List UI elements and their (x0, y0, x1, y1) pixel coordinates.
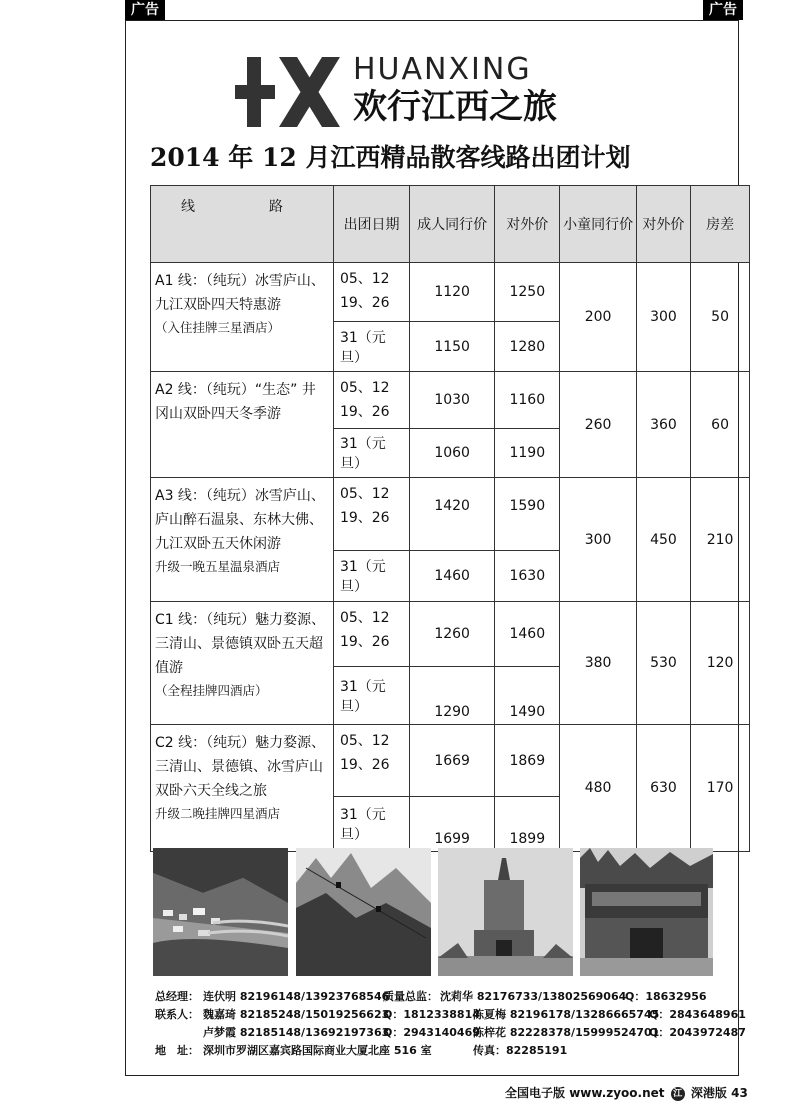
adult-peer-price: 1699 (410, 797, 495, 852)
table-header-row (151, 186, 750, 263)
header-room-diff: 房差 (691, 186, 750, 263)
adult-public-price: 1280 (495, 322, 560, 372)
table-row (151, 263, 750, 322)
adult-peer-price: 1030 (410, 372, 495, 429)
header-route: 线 路 (151, 186, 334, 263)
qa-contact: 沈莉华 82176733/13802569064 (440, 990, 627, 1003)
table-row (151, 725, 750, 797)
adult-public-price: 1899 (495, 797, 560, 852)
header-adult-peer: 成人同行价 (410, 186, 495, 263)
hx-logo-mark (235, 57, 340, 127)
footer-edition: 全国电子版 (505, 1086, 566, 1100)
room-diff: 120 (691, 602, 750, 725)
gm-label: 总经理： (155, 990, 199, 1003)
fax: 传真：82285191 (473, 1044, 568, 1057)
room-diff: 50 (691, 263, 750, 372)
route-table (150, 185, 750, 852)
child-public-price: 300 (636, 263, 690, 372)
contact-1: 魏嘉琦 82185248/15019256623 (203, 1008, 390, 1021)
adult-public-price: 1160 (495, 372, 560, 429)
adult-public-price: 1869 (495, 725, 560, 797)
contact-row (155, 1024, 746, 1042)
address: 深圳市罗湖区嘉宾路国际商业大厦北座 516 室 (203, 1044, 432, 1057)
logo-english-text: HUANXING (353, 52, 532, 87)
child-public-price: 530 (636, 602, 690, 725)
page-footer (505, 1084, 748, 1101)
header-child-public: 对外价 (636, 186, 690, 263)
adult-peer-price: 1460 (410, 551, 495, 602)
date-cell: 05、12 19、26 (333, 478, 409, 551)
child-peer-price: 380 (560, 602, 636, 725)
memorial-hall-photo (580, 848, 713, 976)
brand-logo (235, 52, 565, 130)
contact-1-qq: Q：1812338814 (383, 1008, 480, 1021)
child-peer-price: 300 (560, 478, 636, 602)
adult-peer-price: 1420 (410, 478, 495, 551)
adult-peer-price: 1150 (410, 322, 495, 372)
contact-row (155, 1042, 735, 1060)
contact-3-qq: Q：2943140469 (383, 1026, 480, 1039)
gm-contact: 连伏明 82196148/13923768546 (203, 990, 390, 1003)
date-cell: 05、12 19、26 (333, 725, 409, 797)
page-title: 2014 年 12 月江西精品散客线路出团计划 (150, 143, 631, 172)
adult-peer-price: 1290 (410, 667, 495, 725)
child-peer-price: 260 (560, 372, 636, 478)
header-adult-public: 对外价 (495, 186, 560, 263)
table-row (151, 602, 750, 667)
adult-peer-price: 1120 (410, 263, 495, 322)
contact-2: 陈夏梅 82196178/13286665745 (473, 1008, 660, 1021)
date-cell: 31（元旦） (333, 797, 409, 852)
adult-public-price: 1630 (495, 551, 560, 602)
mountain-cablecar-photo (296, 848, 431, 976)
contact-row (155, 988, 735, 1006)
date-cell: 31（元旦） (333, 322, 409, 372)
table-row (151, 478, 750, 551)
adult-public-price: 1190 (495, 429, 560, 478)
contact-4: 陈梓花 82228378/15999524701 (473, 1026, 660, 1039)
page-number: 43 (731, 1086, 748, 1100)
adult-public-price: 1590 (495, 478, 560, 551)
adult-public-price: 1460 (495, 602, 560, 667)
footer-region: 深港版 (690, 1086, 727, 1100)
room-diff: 60 (691, 372, 750, 478)
date-cell: 05、12 19、26 (333, 602, 409, 667)
date-cell: 31（元旦） (333, 667, 409, 725)
ad-tag-right: 广告 (703, 0, 743, 20)
contact-block (155, 988, 746, 1060)
child-public-price: 360 (636, 372, 690, 478)
adult-public-price: 1250 (495, 263, 560, 322)
qa-qq: Q：18632956 (625, 990, 707, 1003)
date-cell: 31（元旦） (333, 429, 409, 478)
date-cell: 05、12 19、26 (333, 372, 409, 429)
header-date: 出团日期 (333, 186, 409, 263)
pagoda-temple-photo (438, 848, 573, 976)
qa-label: 质量总监： (383, 990, 438, 1003)
contact-2-qq: Q：2843648961 (649, 1008, 746, 1021)
footer-url: www.zyoo.net (569, 1086, 665, 1100)
ad-tag-left: 广告 (125, 0, 165, 20)
route-name: C2 线：（纯玩）魅力婺源、三清山、景德镇、冰雪庐山双卧六天全线之旅 升级二晚挂牌四星酒店 (151, 725, 334, 852)
adult-peer-price: 1060 (410, 429, 495, 478)
contact-3: 卢梦霞 82185148/13692197363 (203, 1026, 390, 1039)
adult-peer-price: 1260 (410, 602, 495, 667)
adult-public-price: 1490 (495, 667, 560, 725)
room-diff: 210 (691, 478, 750, 602)
contact-4-qq: Q：2043972487 (649, 1026, 746, 1039)
contact-row (155, 1006, 746, 1024)
adult-peer-price: 1669 (410, 725, 495, 797)
date-cell: 05、12 19、26 (333, 263, 409, 322)
route-name: A1 线：（纯玩）冰雪庐山、九江双卧四天特惠游 （入住挂牌三星酒店） (151, 263, 334, 372)
child-public-price: 450 (636, 478, 690, 602)
route-name: A3 线：（纯玩）冰雪庐山、庐山醉石温泉、东林大佛、九江双卧五天休闲游 升级一晚五星温泉酒店 (151, 478, 334, 602)
address-label: 地 址： (155, 1044, 199, 1057)
photo-strip (153, 848, 713, 976)
child-peer-price: 200 (560, 263, 636, 372)
date-cell: 31（元旦） (333, 551, 409, 602)
child-public-price: 630 (636, 725, 690, 852)
route-name: C1 线：（纯玩）魅力婺源、三清山、景德镇双卧五天超值游 （全程挂牌四酒店） (151, 602, 334, 725)
route-name: A2 线：（纯玩）“生态” 井冈山双卧四天冬季游 (151, 372, 334, 478)
room-diff: 170 (691, 725, 750, 852)
contact-label: 联系人： (155, 1008, 199, 1021)
child-peer-price: 480 (560, 725, 636, 852)
footer-badge-icon: 江 (671, 1087, 685, 1101)
logo-chinese-text: 欢行江西之旅 (353, 87, 557, 127)
village-terraces-photo (153, 848, 288, 976)
header-child-peer: 小童同行价 (560, 186, 636, 263)
table-row (151, 372, 750, 429)
